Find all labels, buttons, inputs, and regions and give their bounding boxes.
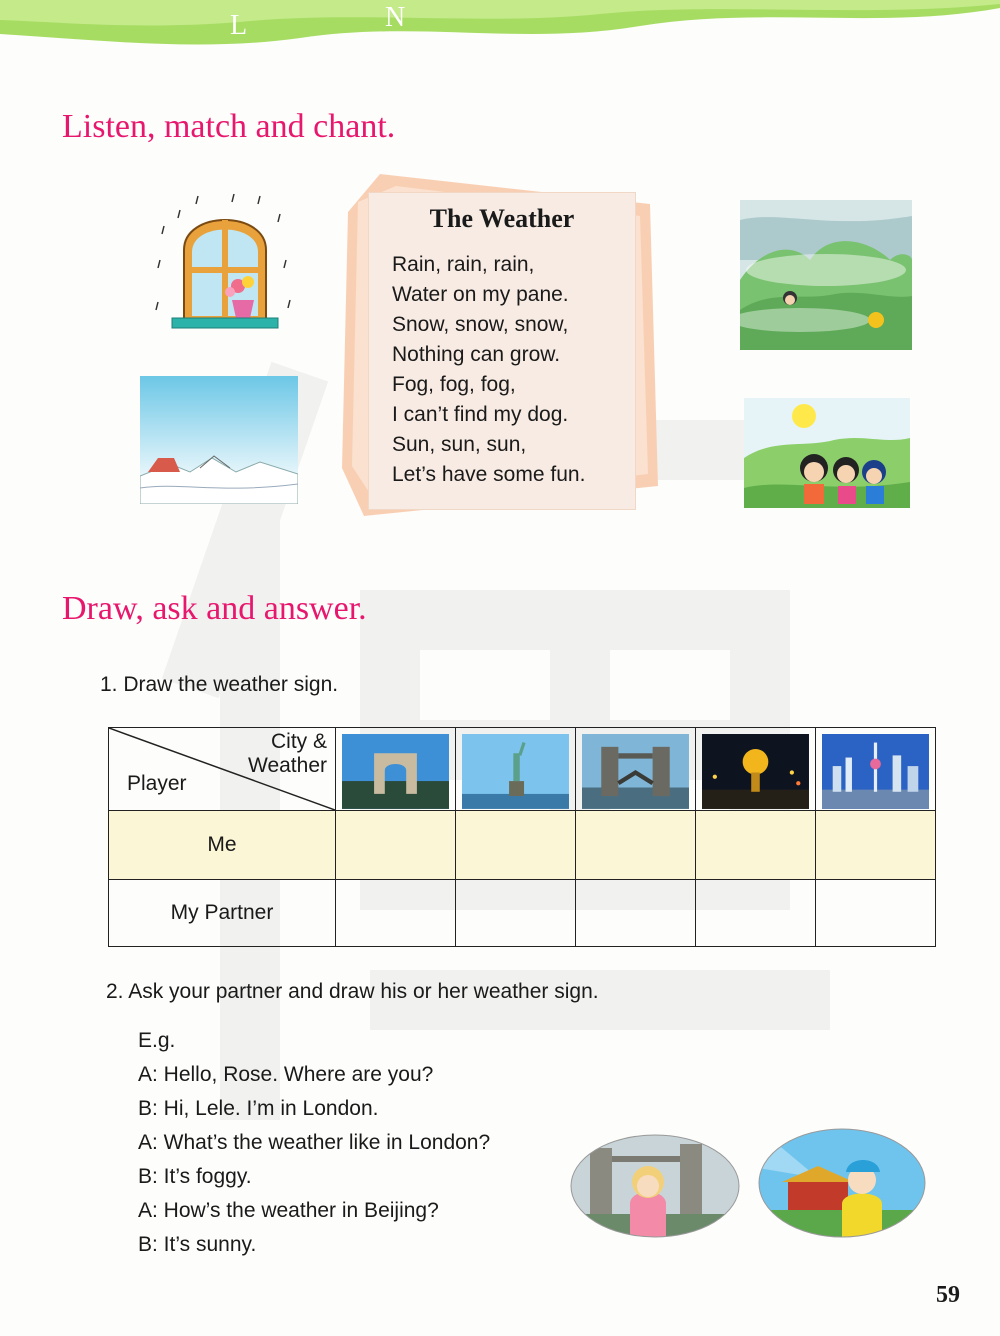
weather-table: [108, 727, 936, 947]
dialogue-line: A: Hello, Rose. Where are you?: [138, 1063, 434, 1086]
page-number: 59: [936, 1282, 960, 1308]
top-banner: [0, 0, 1000, 60]
snowy-landscape-picture: [140, 376, 298, 504]
chant-line: Nothing can grow.: [392, 343, 561, 366]
city-shanghai-cell: [816, 728, 936, 811]
section-title-listen: Listen, match and chant.: [62, 108, 396, 145]
row-label-partner: My Partner: [109, 880, 336, 947]
city-new-york-cell: [456, 728, 576, 811]
arc-de-triomphe-photo: [342, 734, 449, 809]
chant-lines: [392, 250, 652, 490]
dialogue-line: B: Hi, Lele. I’m in London.: [138, 1097, 379, 1120]
chant-line: Let’s have some fun.: [392, 463, 586, 486]
sunny-field-picture: [744, 398, 910, 508]
dialogue-line: B: It’s sunny.: [138, 1233, 257, 1256]
foggy-forest-picture: [740, 200, 912, 350]
dialogue-line: A: What’s the weather like in London?: [138, 1131, 491, 1154]
drawing-cell[interactable]: [456, 880, 576, 947]
section-title-draw: Draw, ask and answer.: [62, 590, 367, 627]
drawing-cell[interactable]: [336, 811, 456, 880]
row-label-me: Me: [109, 811, 336, 880]
drawing-cell[interactable]: [576, 811, 696, 880]
table-header-cell: [109, 728, 336, 811]
beijing-phone-call-picture: [758, 1128, 926, 1238]
statue-of-liberty-photo: [462, 734, 569, 809]
pudong-skyline-photo: [822, 734, 929, 809]
drawing-cell[interactable]: [456, 811, 576, 880]
golden-bauhinia-photo: [702, 734, 809, 809]
chant-line: Rain, rain, rain,: [392, 253, 535, 276]
chant-title: The Weather: [429, 204, 575, 233]
city-london-cell: [576, 728, 696, 811]
drawing-cell[interactable]: [336, 880, 456, 947]
city-paris-cell: [336, 728, 456, 811]
dialogue-line: A: How’s the weather in Beijing?: [138, 1199, 439, 1222]
example-dialogue: [138, 1024, 490, 1262]
drawing-cell[interactable]: [576, 880, 696, 947]
chant-line: Water on my pane.: [392, 283, 569, 306]
drawing-cell[interactable]: [696, 880, 816, 947]
london-phone-call-picture: [570, 1134, 740, 1238]
tower-bridge-photo: [582, 734, 689, 809]
banner-letter-n: N: [385, 2, 406, 33]
banner-letter-l: L: [230, 10, 248, 41]
drawing-cell[interactable]: [816, 880, 936, 947]
drawing-cell[interactable]: [816, 811, 936, 880]
chant-line: Snow, snow, snow,: [392, 313, 569, 336]
chant-line: I can’t find my dog.: [392, 403, 569, 426]
chant-line: Fog, fog, fog,: [392, 373, 516, 396]
chant-line: Sun, sun, sun,: [392, 433, 527, 456]
instruction-step-1: 1. Draw the weather sign.: [100, 673, 339, 696]
header-city-weather-label: City & Weather: [248, 730, 327, 777]
example-label: E.g.: [138, 1029, 176, 1052]
instruction-step-2: 2. Ask your partner and draw his or her weather sign.: [106, 980, 599, 1003]
header-player-label: Player: [127, 772, 187, 795]
city-hong-kong-cell: [696, 728, 816, 811]
dialogue-line: B: It’s foggy.: [138, 1165, 252, 1188]
drawing-cell[interactable]: [696, 811, 816, 880]
rainy-window-picture: [150, 190, 300, 340]
